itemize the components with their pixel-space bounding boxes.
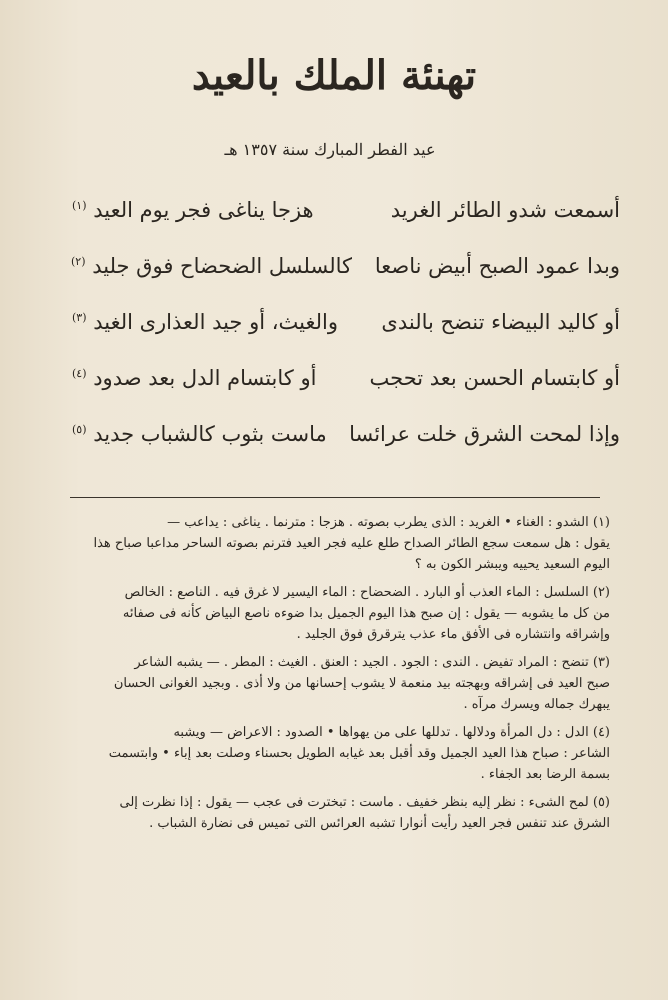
footnote-marker: (١) [72,199,87,212]
footnote-text: بسمة الرضا بعد الجفاء . [480,767,610,782]
footnote-text: الشدو : الغناء • الغريد : الذى يطرب بصوته . هزجا : مترنما . يناغى : يداعب — [167,515,589,530]
verse-2-second-hemistich: كالسلسل الضحضاح فوق جليد $^{(٢)}$ [71,254,352,278]
footnote-text: السلسل : الماء العذب أو البارد . الضحضاح : الماء اليسير لا غرق فيه . الناصع : الخالص [124,585,589,600]
verse-4-second-hemistich: أو كابتسام الدل بعد صدود $^{(٤)}$ [72,366,317,390]
poem-subtitle: عيد الفطر المبارك سنة ١٣٥٧ هـ [224,140,436,159]
verse-5-first-hemistich: وإذا لمحت الشرق خلت عرائسا [349,422,620,446]
footnote-text: يقول : هل سمعت سجع الطائر الصداح طلع عليه فجر العيد فترنم بصوته الساحر مداعبا صباح هذا [93,536,610,551]
footnote-text: الشرق عند تنفس فجر العيد رأيت أنوارا تشبه العرائس التى تميس فى نضارة الشباب . [149,816,610,831]
footnote-text: الشاعر : صباح هذا العيد الجميل وقد أقبل بعد غيابه الطويل بحسناء وصلت بعد إباء • وابتسمت [108,746,610,761]
footnote-marker: (٣) [72,311,87,324]
footnote-text: وإشراقه وانتشاره فى الأفق ماء عذب يترقرق فوق الجليد . [296,627,610,642]
footnote-number: (٤) [592,725,610,740]
footnote-4 [62,722,610,785]
footnote-text: لمح الشىء : نظر إليه بنظر خفيف . ماست : تبخترت فى عجب — يقول : إذا نظرت إلى [119,795,589,810]
verse-3 [72,310,620,366]
footnotes [62,512,610,841]
verse-4-first-hemistich: أو كابتسام الحسن بعد تحجب [369,366,620,390]
verse-3-second-hemistich: والغيث، أو جيد العذارى الغيد $^{(٣)}$ [72,310,338,334]
footnote-3 [62,652,610,715]
footnote-marker: (٥) [72,423,87,436]
footnote-text: تنضح : المراد تفيض . الندى : الجود . الجيد : العنق . الغيث : المطر . — يشبه الشاعر [134,655,589,670]
poem-verses [72,198,620,478]
footnote-text: من كل ما يشوبه — يقول : إن صبح هذا اليوم الجميل بدا ضوءه ناصع البياض كأنه فى صفائه [122,606,610,621]
verse-5 [72,422,620,478]
footnote-text: اليوم السعيد يحييه ويبشر الكون به ؟ [414,557,610,572]
footnote-number: (٢) [592,585,610,600]
verse-2 [72,254,620,310]
footnote-5 [62,792,610,834]
poem-title: تهنئة الملك بالعيد [191,52,477,99]
footnote-2 [62,582,610,645]
footnote-text: صبح العيد فى إشراقه وبهجته بيد منعمة لا يشوب إحسانها من ولا أذى . وبجيد الغوانى الحسان [113,676,610,691]
footnote-number: (٣) [592,655,610,670]
footnote-divider [70,497,600,498]
footnote-number: (٥) [592,795,610,810]
footnote-text: يبهرك جماله ويسرك مرآه . [463,697,610,712]
verse-1-second-hemistich: هزجا يناغى فجر يوم العيد $^{(١)}$ [72,198,314,222]
footnote-text: الدل : دل المرأة ودلالها . تدللها على من يهواها • الصدود : الاعراض — ويشبه [173,725,589,740]
verse-2-first-hemistich: وبدا عمود الصبح أبيض ناصعا [374,254,620,278]
footnote-1 [62,512,610,575]
verse-1 [72,198,620,254]
verse-5-second-hemistich: ماست بثوب كالشباب جديد $^{(٥)}$ [72,422,327,446]
verse-3-first-hemistich: أو كاليد البيضاء تنضح بالندى [381,310,620,334]
footnote-marker: (٤) [72,367,87,380]
footnote-marker: (٢) [71,255,86,268]
verse-1-first-hemistich: أسمعت شدو الطائر الغريد [390,198,620,222]
footnote-number: (١) [592,515,610,530]
verse-4 [72,366,620,422]
